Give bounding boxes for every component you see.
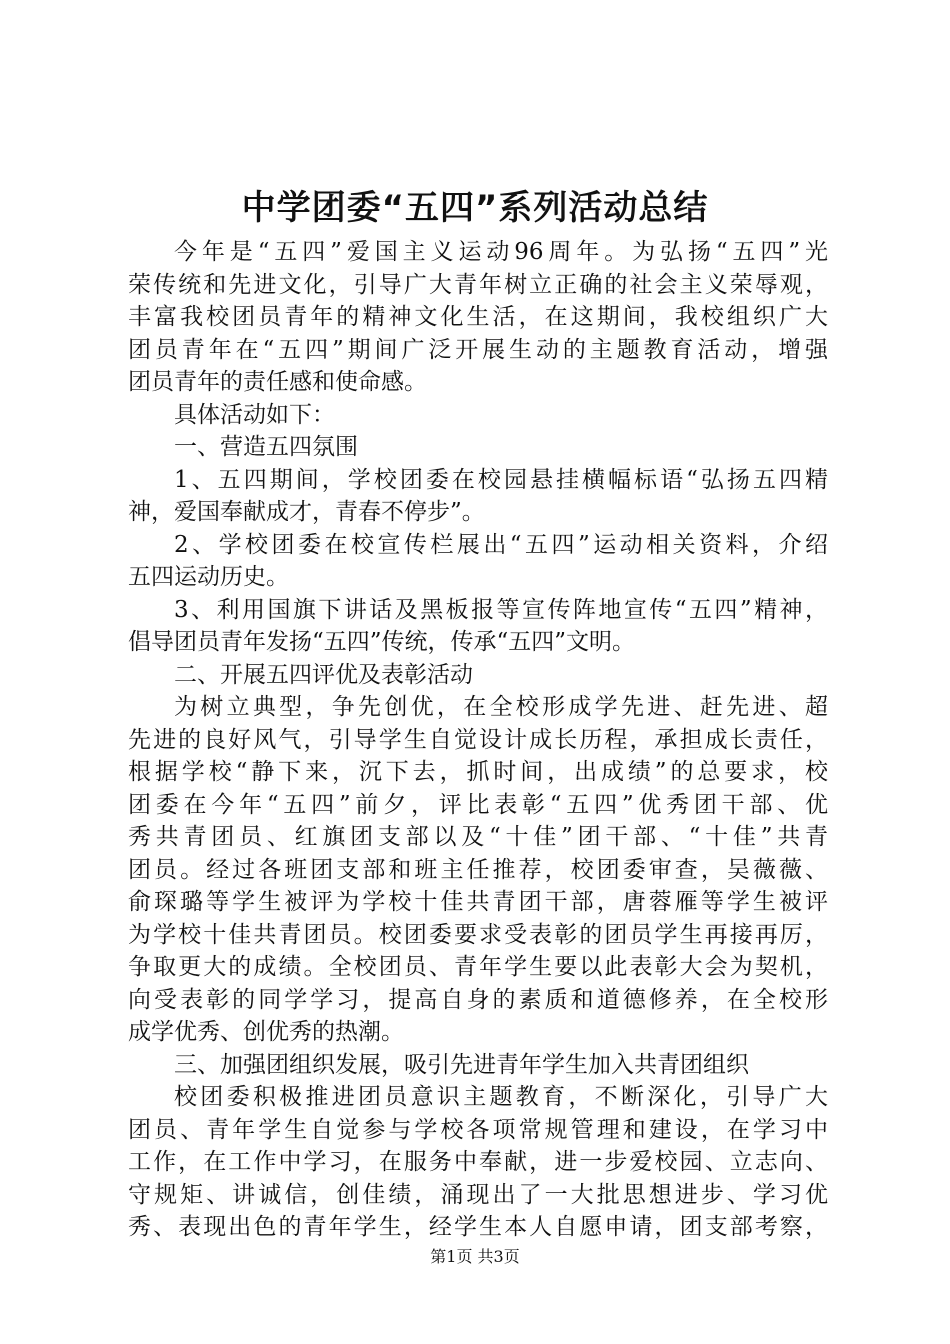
page-footer: 第1页 共3页 (430, 1247, 520, 1266)
text-line: 团员青年在“五四”期间广泛开展生动的主题教育活动，增强 (128, 336, 828, 363)
text-line: 为树立典型，争先创优，在全校形成学先进、赶先进、超 (174, 694, 828, 720)
text-line: 先进的良好风气，引导学生自觉设计成长历程，承担成长责任， (128, 726, 828, 753)
text-line: 成学优秀、创优秀的热潮。 (128, 1019, 404, 1045)
document-title: 中学团委“五四”系列活动总结 (241, 188, 709, 228)
text-line: 团员。经过各班团支部和班主任推荐，校团委审查，吴薇薇、 (128, 856, 828, 883)
text-line: 倡导团员青年发扬“五四”传统，传承“五四”文明。 (128, 629, 636, 655)
text-line: 丰富我校团员青年的精神文化生活，在这期间，我校组织广大 (128, 304, 828, 330)
text-line: 今年是“五四”爱国主义运动96周年。为弘扬“五四”光 (174, 239, 828, 265)
text-line: 秀共青团员、红旗团支部以及“十佳”团干部、“十佳”共青 (128, 824, 828, 850)
text-line: 根据学校“静下来，沉下去，抓时间，出成绩”的总要求，校 (128, 759, 828, 785)
text-line: 五四运动历史。 (128, 564, 289, 590)
text-line: 团员青年的责任感和使命感。 (128, 369, 427, 395)
text-line: 荣传统和先进文化，引导广大青年树立正确的社会主义荣辱观， (128, 271, 828, 298)
text-line: 向受表彰的同学学习，提高自身的素质和道德修养，在全校形 (128, 986, 828, 1013)
text-line: 团员、青年学生自觉参与学校各项常规管理和建设，在学习中 (128, 1116, 828, 1143)
text-line: 秀、表现出色的青年学生，经学生本人自愿申请，团支部考察， (128, 1214, 828, 1240)
section-heading: 三、加强团组织发展，吸引先进青年学生加入共青团组织 (174, 1051, 749, 1078)
section-heading: 一、营造五四氛围 (174, 434, 358, 460)
text-line: 团委在今年“五四”前夕，评比表彰“五四”优秀团干部、优 (128, 791, 828, 818)
text-line: 为学校十佳共青团员。校团委要求受表彰的团员学生再接再厉， (128, 921, 828, 948)
section-heading: 二、开展五四评优及表彰活动 (174, 661, 473, 688)
text-line: 俞琛璐等学生被评为学校十佳共青团干部，唐蓉雁等学生被评 (128, 889, 828, 915)
text-line: 神，爱国奉献成才，青春不停步”。 (128, 499, 485, 525)
text-line: 工作，在工作中学习，在服务中奉献，进一步爱校园、立志向、 (128, 1149, 828, 1175)
text-line: 具体活动如下： (174, 401, 335, 428)
text-line: 争取更大的成绩。全校团员、青年学生要以此表彰大会为契机， (128, 954, 828, 980)
text-line: 校团委积极推进团员意识主题教育，不断深化，引导广大 (174, 1084, 828, 1110)
text-line: 守规矩、讲诚信，创佳绩，涌现出了一大批思想进步、学习优 (128, 1181, 828, 1208)
text-line: 2、学校团委在校宣传栏展出“五四”运动相关资料，介绍 (174, 531, 828, 558)
text-line: 1、五四期间，学校团委在校园悬挂横幅标语“弘扬五四精 (174, 466, 828, 493)
document-body (128, 236, 828, 1244)
text-line: 3、利用国旗下讲话及黑板报等宣传阵地宣传“五四”精神， (174, 596, 828, 623)
